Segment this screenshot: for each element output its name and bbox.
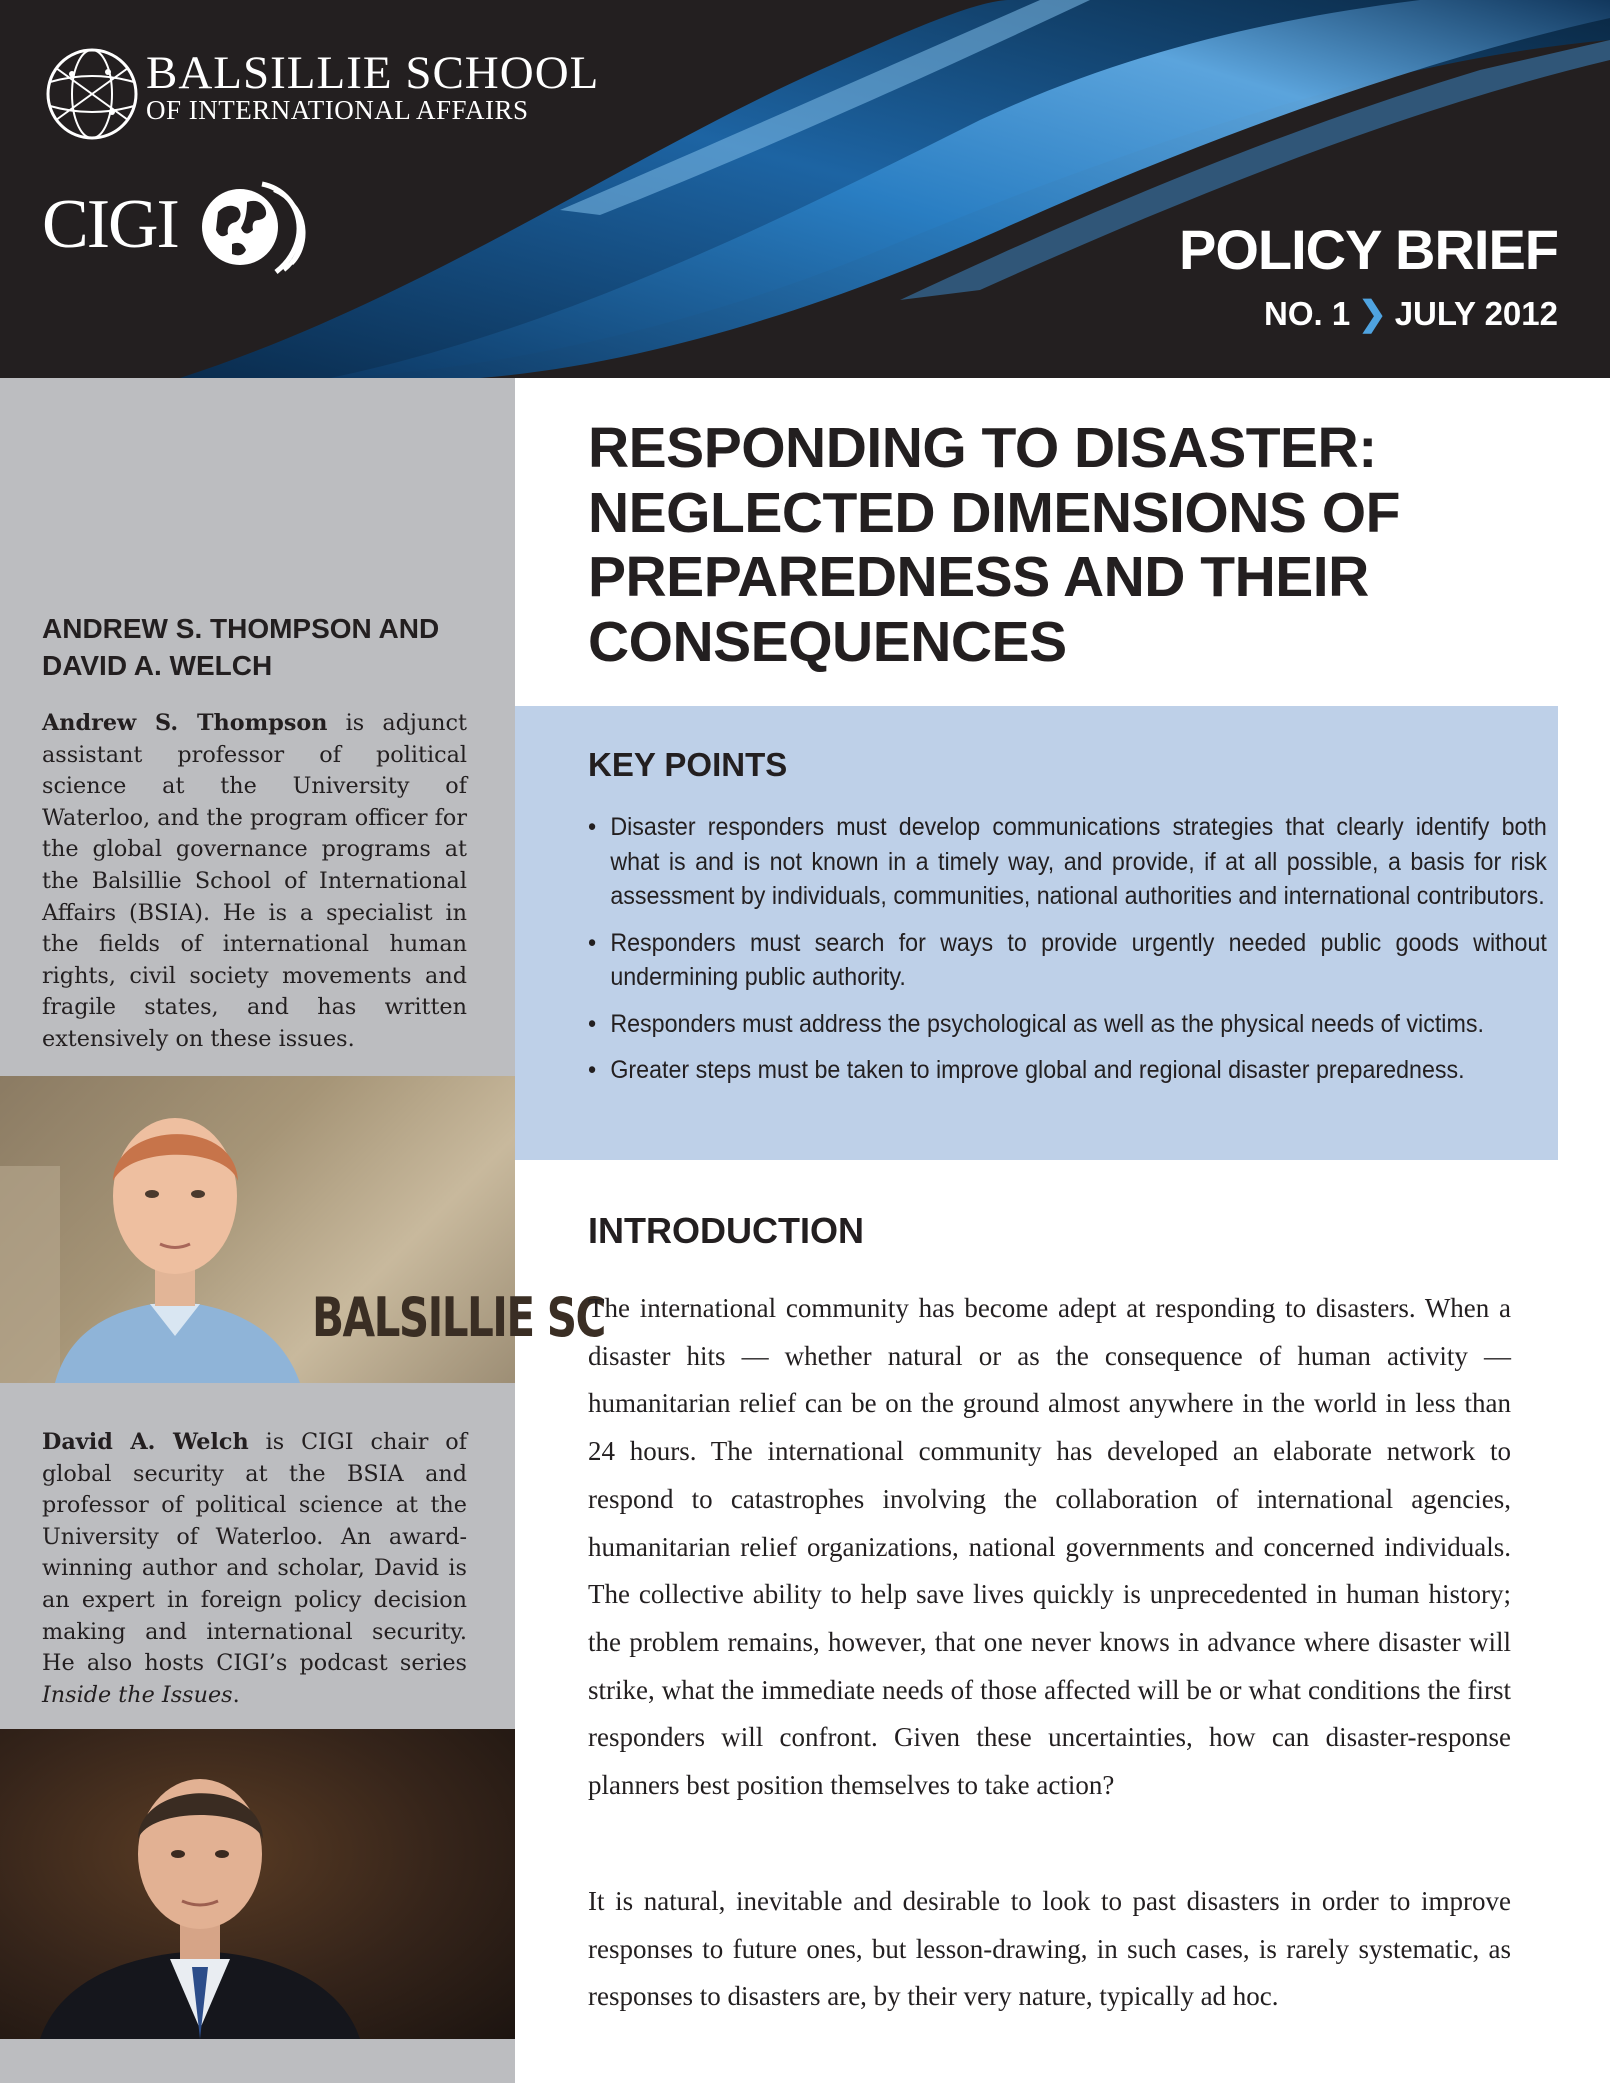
institution-name-line1: BALSILLIE SCHOOL bbox=[146, 47, 600, 99]
issue-number: NO. 1 bbox=[1263, 295, 1351, 332]
author-bio-welch bbox=[42, 1427, 467, 1711]
key-point-item: • Responders must search for ways to provide urgently needed public goods without undermining public authority. bbox=[588, 926, 1547, 995]
author-photo-thompson bbox=[0, 1076, 605, 1383]
cigi-globe-logo-icon bbox=[192, 172, 318, 282]
body-paragraph: It is natural, inevitable and desirable to look to past disasters in order to improve responses to future ones, but lesson-drawing, in such cases, is rarely systematic, as responses to disasters are, by their very nature, typically ad hoc. bbox=[588, 1886, 1511, 2012]
series-label: POLICY BRIEF bbox=[1178, 218, 1558, 281]
bsia-globe-logo-icon bbox=[42, 44, 142, 144]
bio-end-punctuation: . bbox=[232, 1681, 240, 1708]
author-name: Andrew S. Thompson bbox=[42, 710, 328, 736]
author-name: David A. Welch bbox=[42, 1429, 249, 1455]
key-points-box bbox=[515, 706, 1558, 1160]
portrait-graphic bbox=[0, 1729, 515, 2039]
author-photo-welch bbox=[0, 1729, 515, 2039]
podcast-series-name: Inside the Issues bbox=[42, 1681, 233, 1708]
background-sign-text: BALSILLIE SC bbox=[312, 1286, 605, 1349]
author-bio-text: is adjunct assistant professor of political science at the University of Waterloo, and the program officer for the global governance programs at the Balsillie School of International Affairs (BSIA). He is a specialist in the fields of international human rights, civil society movements and fragile states, and has written extensively on these issues. bbox=[42, 710, 467, 1052]
key-point-item: • Responders must address the psychological as well as the physical needs of victims. bbox=[588, 1007, 1547, 1042]
key-point-item: • Greater steps must be taken to improve global and regional disaster preparedness. bbox=[588, 1053, 1547, 1088]
bsia-wordmark bbox=[146, 47, 600, 125]
author-bio-thompson bbox=[42, 708, 467, 1056]
authors-heading-line2: DAVID A. WELCH bbox=[42, 650, 273, 681]
institution-name-line2: OF INTERNATIONAL AFFAIRS bbox=[146, 95, 529, 125]
authors-heading-line1: ANDREW S. THOMPSON AND bbox=[42, 613, 440, 644]
key-points-list bbox=[588, 810, 1547, 1100]
cigi-wordmark: CIGI bbox=[42, 186, 178, 263]
author-bio-text: is CIGI chair of global security at the BSIA and professor of political science at the University of Waterloo. An award-winning author and scholar, David is an expert in foreign policy decision making and international security. He also hosts CIGI’s podcast series bbox=[42, 1429, 467, 1677]
authors-heading bbox=[42, 610, 482, 684]
chevron-right-icon: ❯ bbox=[1358, 295, 1387, 333]
key-point-item: • Disaster responders must develop communications strategies that clearly identify both what is and is not known in a timely way, and provide, if at all possible, a basis for risk assessment by individuals, communities, national authorities and international contributors. bbox=[588, 810, 1547, 914]
section-heading-introduction: INTRODUCTION bbox=[588, 1210, 864, 1251]
key-points-heading: KEY POINTS bbox=[588, 746, 788, 783]
issue-date: JULY 2012 bbox=[1394, 295, 1558, 332]
page-title: RESPONDING TO DISASTER: NEGLECTED DIMENSIONS OF PREPAREDNESS AND THEIR CONSEQUENCES bbox=[588, 416, 1400, 674]
header-banner bbox=[0, 0, 1610, 378]
body-paragraph: The international community has become adept at responding to disasters. When a disaster hits — whether natural or as the consequence of human activity — humanitarian relief can be on the ground almost anywhere in the world in less than 24 hours. The international community has developed an elaborate network to respond to catastrophes involving the collaboration of international agencies, humanitarian relief organizations, national governments and concerned individuals. The collective ability to help save lives quickly is unprecedented in human history; the problem remains, however, that one never knows in advance where disaster will strike, what the immediate needs of those affected will be or what conditions the first responders will confront. Given these uncertainties, how can disaster-response planners best position themselves to take action? bbox=[588, 1293, 1511, 1801]
issue-info bbox=[1264, 294, 1558, 334]
